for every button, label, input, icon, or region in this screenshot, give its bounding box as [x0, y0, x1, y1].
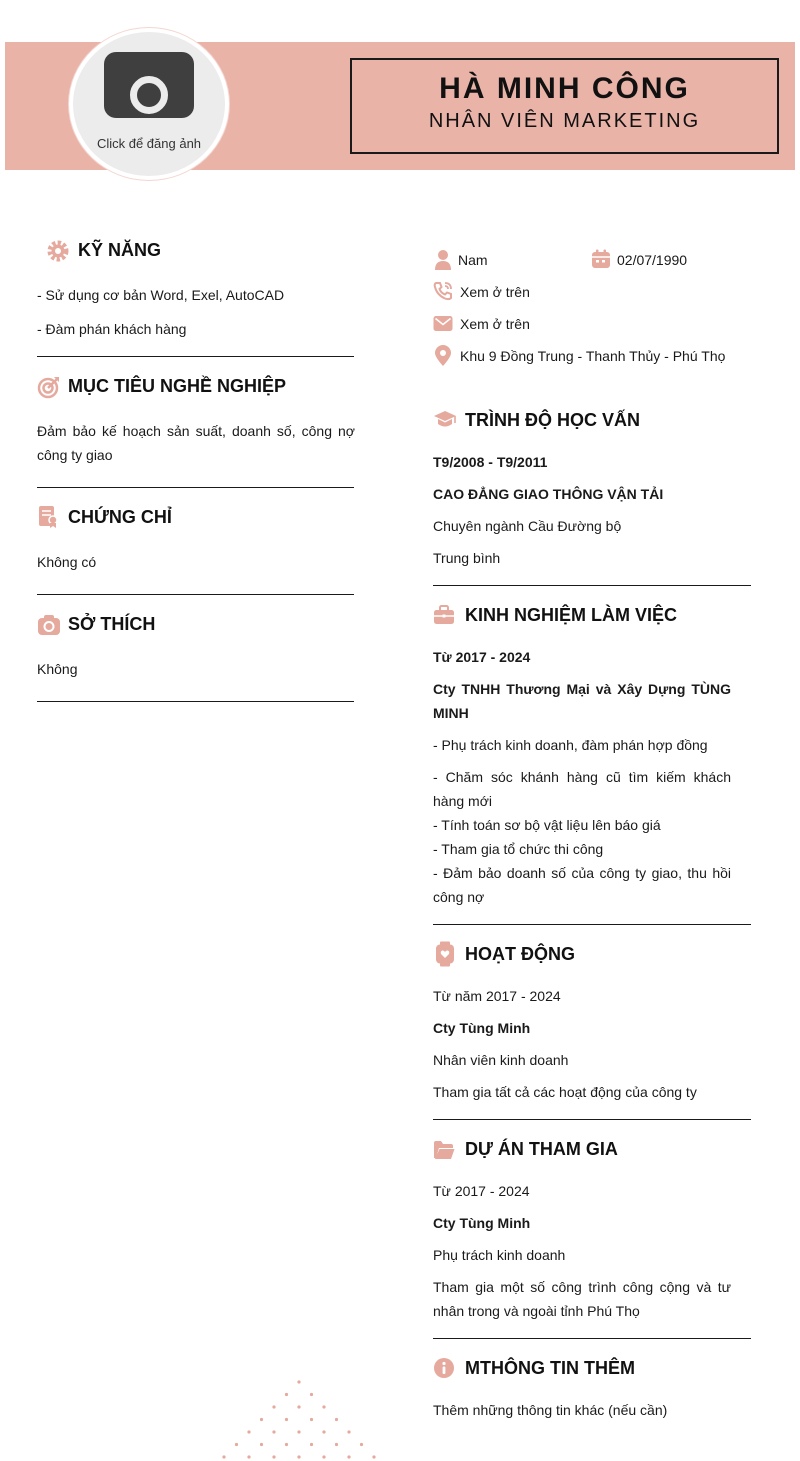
info-icon [433, 1357, 455, 1379]
candidate-title: NHÂN VIÊN MARKETING [428, 110, 701, 132]
education-grade: Trung bình [433, 550, 501, 566]
calendar-icon [591, 249, 611, 269]
gender-value: Nam [458, 252, 488, 268]
graduation-cap-icon [433, 409, 457, 431]
experience-duty: - Tham gia tổ chức thi công [433, 841, 604, 857]
skill-item: - Đàm phán khách hàng [37, 321, 187, 337]
skills-heading: KỸ NĂNG [78, 240, 162, 260]
experience-duty: - Chăm sóc khánh hàng cũ tìm kiếm khách hàng mới [433, 769, 731, 809]
projects-heading: DỰ ÁN THAM GIA [465, 1139, 618, 1159]
projects-desc: Tham gia một số công trình công cộng và tư nhân trong và ngoài tỉnh Phú Thọ [433, 1279, 731, 1319]
activities-role: Nhân viên kinh doanh [433, 1052, 569, 1068]
certificates-text: Không có [37, 554, 97, 570]
decorative-dots [205, 1378, 395, 1461]
activities-org: Cty Tùng Minh [433, 1020, 531, 1036]
experience-heading: KINH NGHIỆM LÀM VIỆC [465, 605, 678, 625]
extra-heading: MTHÔNG TIN THÊM [465, 1358, 635, 1378]
projects-role: Phụ trách kinh doanh [433, 1247, 566, 1263]
activities-heading: HOẠT ĐỘNG [465, 944, 575, 964]
address-value: Khu 9 Đồng Trung - Thanh Thủy - Phú Thọ [460, 348, 725, 364]
divider [433, 1119, 751, 1120]
education-school: CAO ĐẲNG GIAO THÔNG VẬN TẢI [433, 486, 664, 502]
divider [37, 356, 354, 357]
certificates-heading: CHỨNG CHỈ [68, 507, 172, 527]
avatar-upload-label: Click để đăng ảnh [96, 136, 202, 151]
avatar-upload[interactable] [69, 28, 229, 180]
camera-hobby-icon [37, 613, 61, 637]
objective-heading: MỤC TIÊU NGHỀ NGHIỆP [68, 376, 287, 396]
activities-desc: Tham gia tất cả các hoạt động của công ty [433, 1084, 697, 1100]
education-heading: TRÌNH ĐỘ HỌC VẤN [465, 410, 640, 430]
target-icon [37, 375, 61, 399]
experience-duty: - Đảm bảo doanh số của công ty giao, thu hồi công nợ [433, 865, 731, 905]
name-box [350, 58, 779, 154]
birthday-value: 02/07/1990 [617, 252, 688, 268]
education-period: T9/2008 - T9/2011 [433, 454, 548, 470]
divider [37, 594, 354, 595]
divider [433, 924, 751, 925]
person-icon [434, 249, 452, 271]
divider [37, 487, 354, 488]
experience-company: Cty TNHH Thương Mại và Xây Dựng TÙNG MINH [433, 681, 731, 721]
divider [37, 701, 354, 702]
projects-period: Từ 2017 - 2024 [433, 1183, 530, 1199]
candidate-name: HÀ MINH CÔNG [439, 72, 690, 105]
phone-icon [433, 281, 453, 301]
experience-period: Từ 2017 - 2024 [433, 649, 531, 665]
experience-duty: - Tính toán sơ bộ vật liệu lên báo giá [433, 817, 661, 833]
hobbies-heading: SỞ THÍCH [68, 614, 156, 634]
projects-org: Cty Tùng Minh [433, 1215, 531, 1231]
briefcase-icon [433, 605, 455, 625]
gear-icon [46, 239, 70, 263]
activity-icon [435, 941, 455, 967]
email-value: Xem ở trên [460, 316, 530, 332]
phone-value: Xem ở trên [460, 284, 530, 300]
experience-duty: - Phụ trách kinh doanh, đàm phán hợp đồng [433, 737, 708, 753]
extra-text: Thêm những thông tin khác (nếu cần) [433, 1402, 668, 1418]
camera-lens-icon [130, 76, 168, 114]
certificate-icon [37, 505, 61, 529]
objective-text: Đảm bảo kế hoạch sản suất, doanh số, công nợ công ty giao [37, 423, 355, 463]
skill-item: - Sử dụng cơ bản Word, Exel, AutoCAD [37, 287, 285, 303]
email-icon [433, 315, 453, 332]
divider [433, 1338, 751, 1339]
education-major: Chuyên ngành Cầu Đường bộ [433, 518, 622, 534]
folder-icon [433, 1140, 455, 1160]
divider [433, 585, 751, 586]
location-icon [434, 345, 452, 367]
activities-period: Từ năm 2017 - 2024 [433, 988, 561, 1004]
hobbies-text: Không [37, 661, 78, 677]
